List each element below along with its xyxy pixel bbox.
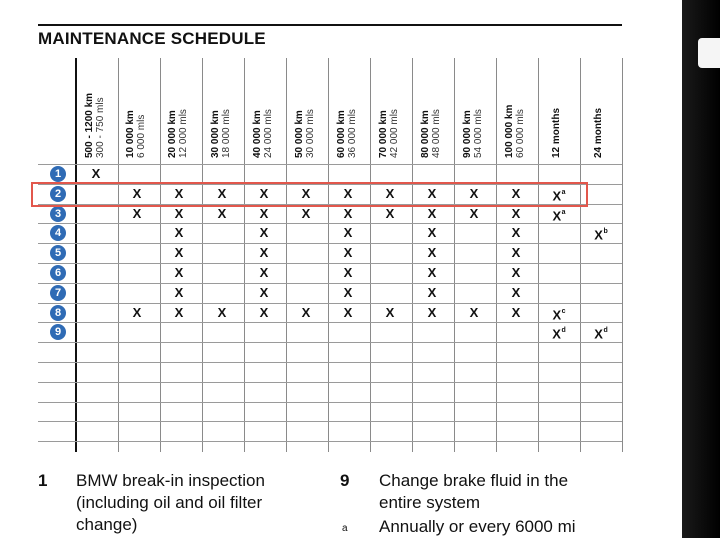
page-title: MAINTENANCE SCHEDULE <box>38 29 266 48</box>
grid-line-horizontal <box>38 421 622 422</box>
footnote-1-line-2: (including oil and oil filter <box>76 493 263 512</box>
column-header-primary: 60 000 km <box>336 110 347 158</box>
footnote-a-text: Annually or every 6000 mi <box>379 517 576 536</box>
mark-x: X <box>511 265 521 280</box>
grid-line-horizontal <box>38 223 622 224</box>
column-header-secondary: 30 000 mls <box>304 109 316 158</box>
schedule-mark <box>212 306 232 320</box>
column-header-primary: 10 000 km <box>125 110 136 158</box>
grid-line-horizontal <box>38 164 622 165</box>
column-header <box>552 48 588 158</box>
schedule-mark <box>169 306 189 320</box>
column-header-secondary: 42 000 mls <box>388 109 400 158</box>
mark-x: X <box>594 227 603 243</box>
mark-x: X <box>343 245 353 261</box>
row-number-badge: 2 <box>50 186 66 202</box>
column-header-secondary: 36 000 mls <box>346 109 358 158</box>
row-number-badge: 9 <box>50 324 66 340</box>
column-header-primary: 500 - 1200 km <box>84 92 95 158</box>
schedule-mark <box>338 266 358 280</box>
column-header <box>253 48 289 158</box>
grid-line-horizontal <box>38 303 622 304</box>
mark-x: X <box>259 304 269 320</box>
mark-x: X <box>427 225 437 241</box>
column-header <box>463 48 499 158</box>
schedule-mark <box>380 306 400 320</box>
mark-x: X <box>469 304 479 320</box>
schedule-mark <box>506 246 526 260</box>
column-header <box>295 48 331 158</box>
schedule-mark <box>549 325 569 341</box>
mark-x: X <box>259 185 269 201</box>
schedule-mark <box>169 286 189 300</box>
schedule-mark <box>338 207 358 221</box>
schedule-mark <box>591 226 611 242</box>
page-edge-shadow <box>682 0 720 538</box>
mark-x: X <box>174 265 184 280</box>
grid-line-main <box>75 58 77 452</box>
column-header <box>168 48 204 158</box>
column-header <box>379 48 415 158</box>
mark-x: X <box>427 284 437 300</box>
schedule-mark <box>212 207 232 221</box>
column-header <box>126 48 162 158</box>
column-header-primary: 100 000 km <box>504 104 515 158</box>
mark-x: X <box>427 185 437 201</box>
mark-x: X <box>511 245 521 261</box>
mark-x: X <box>343 205 353 221</box>
schedule-mark <box>86 167 106 181</box>
grid-line-horizontal <box>38 362 622 363</box>
mark-x: X <box>511 284 521 300</box>
grid-line-horizontal <box>38 243 622 244</box>
schedule-mark <box>422 246 442 260</box>
mark-x: X <box>511 304 521 320</box>
page-edge-notch <box>698 38 720 68</box>
mark-x: X <box>259 265 269 280</box>
mark-x: X <box>217 304 227 320</box>
footnote-a-symbol: a <box>342 523 348 534</box>
schedule-mark <box>506 286 526 300</box>
schedule-mark <box>506 266 526 280</box>
schedule-mark <box>296 306 316 320</box>
schedule-mark <box>127 306 147 320</box>
mark-x: X <box>594 326 603 342</box>
column-header <box>505 48 541 158</box>
mark-x: X <box>385 185 395 201</box>
mark-x: X <box>132 205 142 221</box>
column-header <box>337 48 373 158</box>
mark-footnote: d <box>603 327 608 335</box>
schedule-mark <box>338 226 358 240</box>
mark-x: X <box>301 185 311 201</box>
schedule-mark <box>127 207 147 221</box>
mark-x: X <box>511 185 521 201</box>
mark-x: X <box>343 265 353 280</box>
highlight-row-2 <box>31 182 588 207</box>
footnote-1-line-1: BMW break-in inspection <box>76 471 265 490</box>
mark-x: X <box>91 166 101 181</box>
mark-x: X <box>174 245 184 261</box>
grid-line-horizontal <box>38 263 622 264</box>
column-header-secondary: 48 000 mls <box>430 109 442 158</box>
schedule-mark <box>549 306 569 322</box>
mark-x: X <box>343 185 353 201</box>
schedule-mark <box>506 226 526 240</box>
column-header-primary: 70 000 km <box>378 110 389 158</box>
schedule-mark <box>464 207 484 221</box>
mark-x: X <box>385 205 395 221</box>
mark-x: X <box>217 185 227 201</box>
grid-line-horizontal <box>38 342 622 343</box>
schedule-mark <box>422 286 442 300</box>
row-number-badge: 8 <box>50 305 66 321</box>
schedule-mark <box>296 207 316 221</box>
mark-x: X <box>427 304 437 320</box>
column-header-primary: 30 000 km <box>210 110 221 158</box>
column-header <box>85 48 121 158</box>
schedule-mark <box>338 286 358 300</box>
mark-x: X <box>259 284 269 300</box>
column-header-secondary: 18 000 mls <box>220 109 232 158</box>
column-header-secondary: 12 000 mls <box>177 109 189 158</box>
schedule-mark <box>254 286 274 300</box>
schedule-mark <box>254 246 274 260</box>
row-number-badge: 4 <box>50 225 66 241</box>
row-number-badge: 7 <box>50 285 66 301</box>
mark-x: X <box>301 205 311 221</box>
schedule-mark <box>506 207 526 221</box>
column-header <box>211 48 247 158</box>
mark-x: X <box>552 306 562 322</box>
schedule-mark <box>422 207 442 221</box>
schedule-mark <box>254 266 274 280</box>
mark-x: X <box>552 207 562 223</box>
schedule-mark <box>169 226 189 240</box>
row-number-badge: 6 <box>50 265 66 281</box>
mark-x: X <box>259 245 269 261</box>
grid-line-horizontal <box>38 382 622 383</box>
schedule-mark <box>254 207 274 221</box>
schedule-mark <box>422 266 442 280</box>
mark-footnote: c <box>561 307 566 315</box>
schedule-mark <box>380 207 400 221</box>
column-header-primary: 90 000 km <box>462 110 473 158</box>
grid-line-horizontal <box>38 283 622 284</box>
schedule-mark <box>338 306 358 320</box>
column-header-secondary: 24 000 mls <box>262 109 274 158</box>
schedule-mark <box>169 207 189 221</box>
column-header-primary: 20 000 km <box>167 110 178 158</box>
grid-line-horizontal <box>38 402 622 403</box>
mark-x: X <box>343 225 353 241</box>
schedule-mark <box>422 306 442 320</box>
schedule-mark <box>464 306 484 320</box>
mark-x: X <box>343 284 353 300</box>
mark-x: X <box>174 284 184 300</box>
column-header-primary: 40 000 km <box>252 110 263 158</box>
grid-line-horizontal <box>38 322 622 323</box>
mark-x: X <box>132 185 142 201</box>
column-header-primary: 80 000 km <box>420 110 431 158</box>
mark-x: X <box>427 265 437 280</box>
mark-x: X <box>259 205 269 221</box>
column-header <box>421 48 457 158</box>
column-header-primary: 50 000 km <box>294 110 305 158</box>
mark-x: X <box>343 304 353 320</box>
mark-x: X <box>552 188 562 204</box>
footnote-9-line-2: entire system <box>379 493 481 512</box>
mark-x: X <box>427 245 437 261</box>
column-header-secondary: 6 000 mls <box>135 114 147 158</box>
footnote-1-number: 1 <box>38 471 48 490</box>
mark-footnote: a <box>561 208 566 216</box>
mark-x: X <box>301 304 311 320</box>
schedule-mark <box>254 306 274 320</box>
mark-x: X <box>174 185 184 201</box>
schedule-mark <box>591 325 611 341</box>
mark-x: X <box>174 205 184 221</box>
mark-footnote: d <box>561 327 566 335</box>
mark-x: X <box>217 205 227 221</box>
schedule-mark <box>549 207 569 223</box>
mark-x: X <box>469 205 479 221</box>
footnote-1-line-3: change) <box>76 515 138 534</box>
column-header-secondary: 300 - 750 mls <box>94 97 106 158</box>
schedule-mark <box>169 246 189 260</box>
mark-x: X <box>132 304 142 320</box>
mark-x: X <box>469 185 479 201</box>
mark-x: X <box>174 225 184 241</box>
mark-x: X <box>259 225 269 241</box>
mark-x: X <box>511 225 521 241</box>
mark-x: X <box>552 326 561 342</box>
column-header-primary: 12 months <box>551 107 562 158</box>
row-number-badge: 5 <box>50 245 66 261</box>
row-number-badge: 3 <box>50 206 66 222</box>
mark-x: X <box>511 205 521 221</box>
footnote-9-number: 9 <box>340 471 350 490</box>
column-header <box>594 48 630 158</box>
schedule-mark <box>169 266 189 280</box>
column-header-secondary: 54 000 mls <box>472 109 484 158</box>
mark-x: X <box>174 304 184 320</box>
mark-footnote: a <box>561 188 566 196</box>
row-number-badge: 1 <box>50 166 66 182</box>
top-rule <box>38 24 622 26</box>
schedule-mark <box>254 226 274 240</box>
mark-x: X <box>385 304 395 320</box>
mark-footnote: b <box>603 228 608 236</box>
footnote-9-line-1: Change brake fluid in the <box>379 471 569 490</box>
schedule-mark <box>338 246 358 260</box>
schedule-mark <box>422 226 442 240</box>
column-header-secondary: 60 000 mls <box>514 109 526 158</box>
schedule-mark <box>506 306 526 320</box>
mark-x: X <box>427 205 437 221</box>
column-header-primary: 24 months <box>593 107 604 158</box>
grid-line-horizontal <box>38 441 622 442</box>
